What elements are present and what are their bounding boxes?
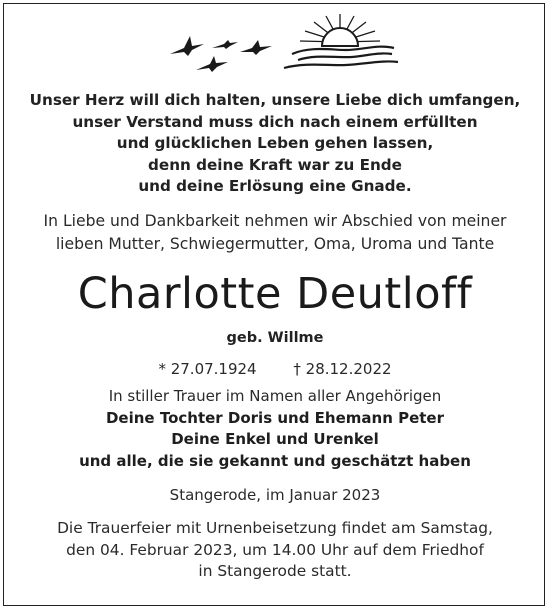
poem-line: und glücklichen Leben gehen lassen, <box>116 134 434 153</box>
maiden-name: geb. Willme <box>226 330 324 346</box>
death-date: † 28.12.2022 <box>293 360 392 378</box>
funeral-line: in Stangerode statt. <box>198 562 352 581</box>
farewell-intro <box>0 210 550 256</box>
funeral-line: den 04. Februar 2023, um 14.00 Uhr auf dem Friedhof <box>66 540 484 559</box>
life-dates <box>0 358 550 380</box>
sunrise-icon <box>284 14 398 68</box>
poem-line: und deine Erlösung eine Gnade. <box>138 177 412 196</box>
mourner-line: Deine Enkel und Urenkel <box>171 430 379 449</box>
mourner-line: Deine Tochter Doris und Ehemann Peter <box>105 408 445 427</box>
mourners-intro: In stiller Trauer im Namen aller Angehörigen <box>108 387 442 405</box>
mourners <box>0 386 550 472</box>
funeral-info <box>0 518 550 583</box>
poem <box>0 90 550 198</box>
birds-sunrise-illustration <box>160 10 400 80</box>
deceased-name: Charlotte Deutloff <box>77 269 473 319</box>
intro-line: In Liebe und Dankbarkeit nehmen wir Abschied von meiner <box>43 212 507 230</box>
birth-date: * 27.07.1924 <box>158 360 257 378</box>
poem-line: unser Verstand muss dich nach einem erfüllten <box>72 112 478 131</box>
place-date: Stangerode, im Januar 2023 <box>169 486 381 504</box>
mourner-line: und alle, die sie gekannt und geschätzt haben <box>79 451 471 470</box>
intro-line: lieben Mutter, Schwiegermutter, Oma, Uroma und Tante <box>55 235 495 253</box>
poem-line: denn deine Kraft war zu Ende <box>148 155 402 174</box>
poem-line: Unser Herz will dich halten, unsere Liebe dich umfangen, <box>29 91 521 109</box>
funeral-line: Die Trauerfeier mit Urnenbeisetzung findet am Samstag, <box>57 519 493 537</box>
birds-icon <box>170 36 272 72</box>
